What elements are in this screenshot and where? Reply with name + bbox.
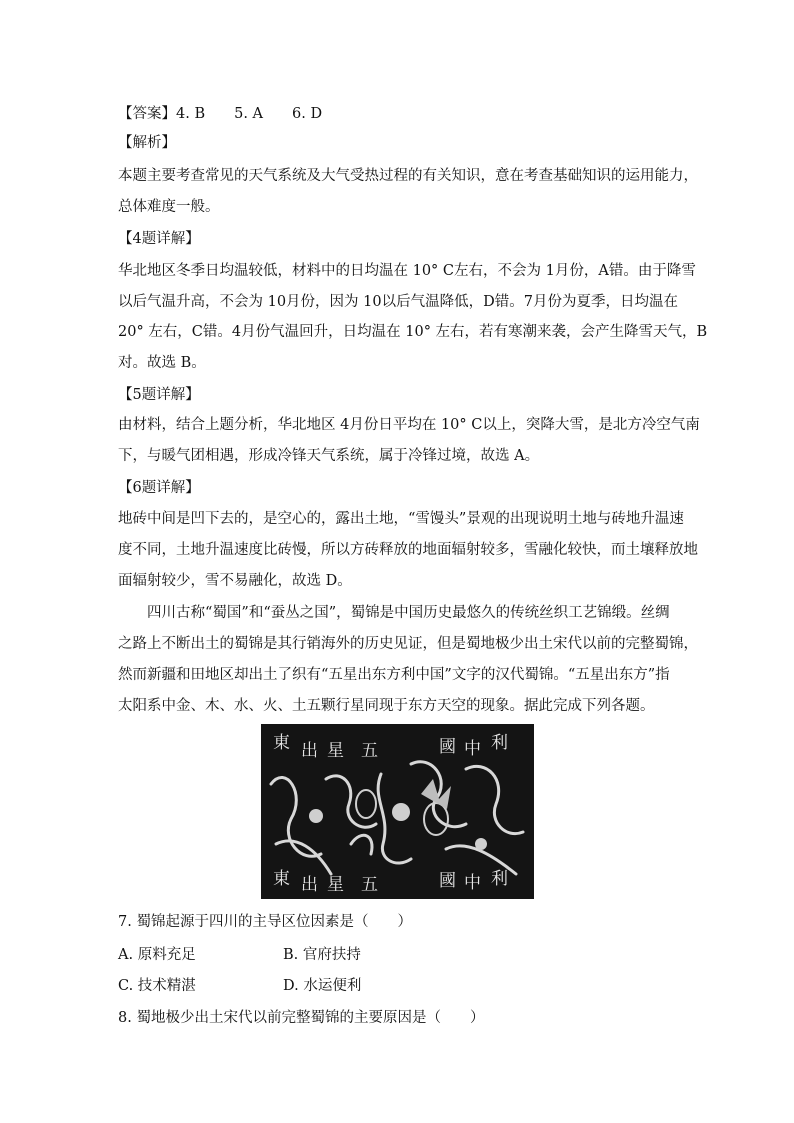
q6-text-3: 面辐射较少，雪不易融化，故选 D。 — [118, 573, 352, 589]
q6-heading: 【6题详解】 — [118, 480, 200, 496]
answer-line: 【答案】4. B 5. A 6. D — [118, 106, 323, 122]
brocade-char-top-5: 國 — [439, 737, 456, 757]
brocade-char-top-7: 利 — [491, 733, 508, 753]
q6-text-2: 度不同，土地升温速度比砖慢，所以方砖释放的地面辐射较多，雪融化较快，而土壤释放地 — [118, 542, 698, 558]
question-7: 7. 蜀锦起源于四川的主导区位因素是（ ） — [118, 914, 412, 930]
q5-heading: 【5题详解】 — [118, 387, 200, 403]
q7-option-a: A. 原料充足 — [118, 947, 196, 963]
brocade-char-top-1: 東 — [273, 733, 290, 753]
q7-option-d: D. 水运便利 — [283, 978, 362, 994]
brocade-char-bottom-1: 東 — [273, 869, 290, 889]
analysis-text-1: 本题主要考查常见的天气系统及大气受热过程的有关知识，意在考查基础知识的运用能力， — [118, 168, 698, 184]
brocade-char-bottom-3: 星 — [327, 875, 344, 895]
analysis-heading: 【解析】 — [118, 135, 176, 151]
brocade-char-top-6: 中 — [464, 739, 481, 759]
q5-text-1: 由材料，结合上题分析，华北地区 4月份日平均在 10° C以上，突降大雪，是北方冷空气南 — [118, 417, 700, 433]
brocade-char-bottom-2: 出 — [301, 875, 318, 895]
q7-option-b: B. 官府扶持 — [283, 947, 361, 963]
analysis-text-2: 总体难度一般。 — [118, 199, 220, 215]
q7-option-c: C. 技术精湛 — [118, 978, 196, 994]
brocade-char-bottom-5: 國 — [439, 871, 456, 891]
shu-brocade-image — [261, 724, 534, 899]
q4-heading: 【4题详解】 — [118, 231, 200, 247]
q4-text-4: 对。故选 B。 — [118, 355, 206, 371]
brocade-char-top-3: 星 — [327, 741, 344, 761]
question-8: 8. 蜀地极少出土宋代以前完整蜀锦的主要原因是（ ） — [118, 1010, 485, 1026]
brocade-char-bottom-6: 中 — [464, 873, 481, 893]
q4-text-1: 华北地区冬季日均温较低，材料中的日均温在 10° C左右，不会为 1月份，A错。由于降雪 — [118, 263, 696, 279]
q6-text-1: 地砖中间是凹下去的，是空心的，露出土地，“雪馒头”景观的出现说明土地与砖地升温速 — [118, 511, 684, 527]
passage-text-1: 四川古称“蜀国”和“蚕丛之国”，蜀锦是中国历史最悠久的传统丝织工艺锦缎。丝绸 — [147, 605, 670, 621]
brocade-char-top-4: 五 — [361, 741, 378, 761]
passage-text-4: 太阳系中金、木、水、火、土五颗行星同现于东方天空的现象。据此完成下列各题。 — [118, 698, 655, 714]
q4-text-2: 以后气温升高，不会为 10月份，因为 10以后气温降低，D错。7月份为夏季，日均温在 — [118, 294, 678, 310]
brocade-char-bottom-7: 利 — [491, 869, 508, 889]
brocade-char-bottom-4: 五 — [361, 875, 378, 895]
brocade-char-top-2: 出 — [301, 741, 318, 761]
passage-text-2: 之路上不断出土的蜀锦是其行销海外的历史见证，但是蜀地极少出土宋代以前的完整蜀锦， — [118, 636, 698, 652]
q4-text-3: 20° 左右，C错。4月份气温回升，日均温在 10° 左右，若有寒潮来袭，会产生降雪天气，B — [118, 324, 708, 340]
passage-text-3: 然而新疆和田地区却出土了织有“五星出东方利中国”文字的汉代蜀锦。“五星出东方”指 — [118, 667, 670, 683]
q5-text-2: 下，与暖气团相遇，形成冷锋天气系统，属于冷锋过境，故选 A。 — [118, 448, 540, 464]
